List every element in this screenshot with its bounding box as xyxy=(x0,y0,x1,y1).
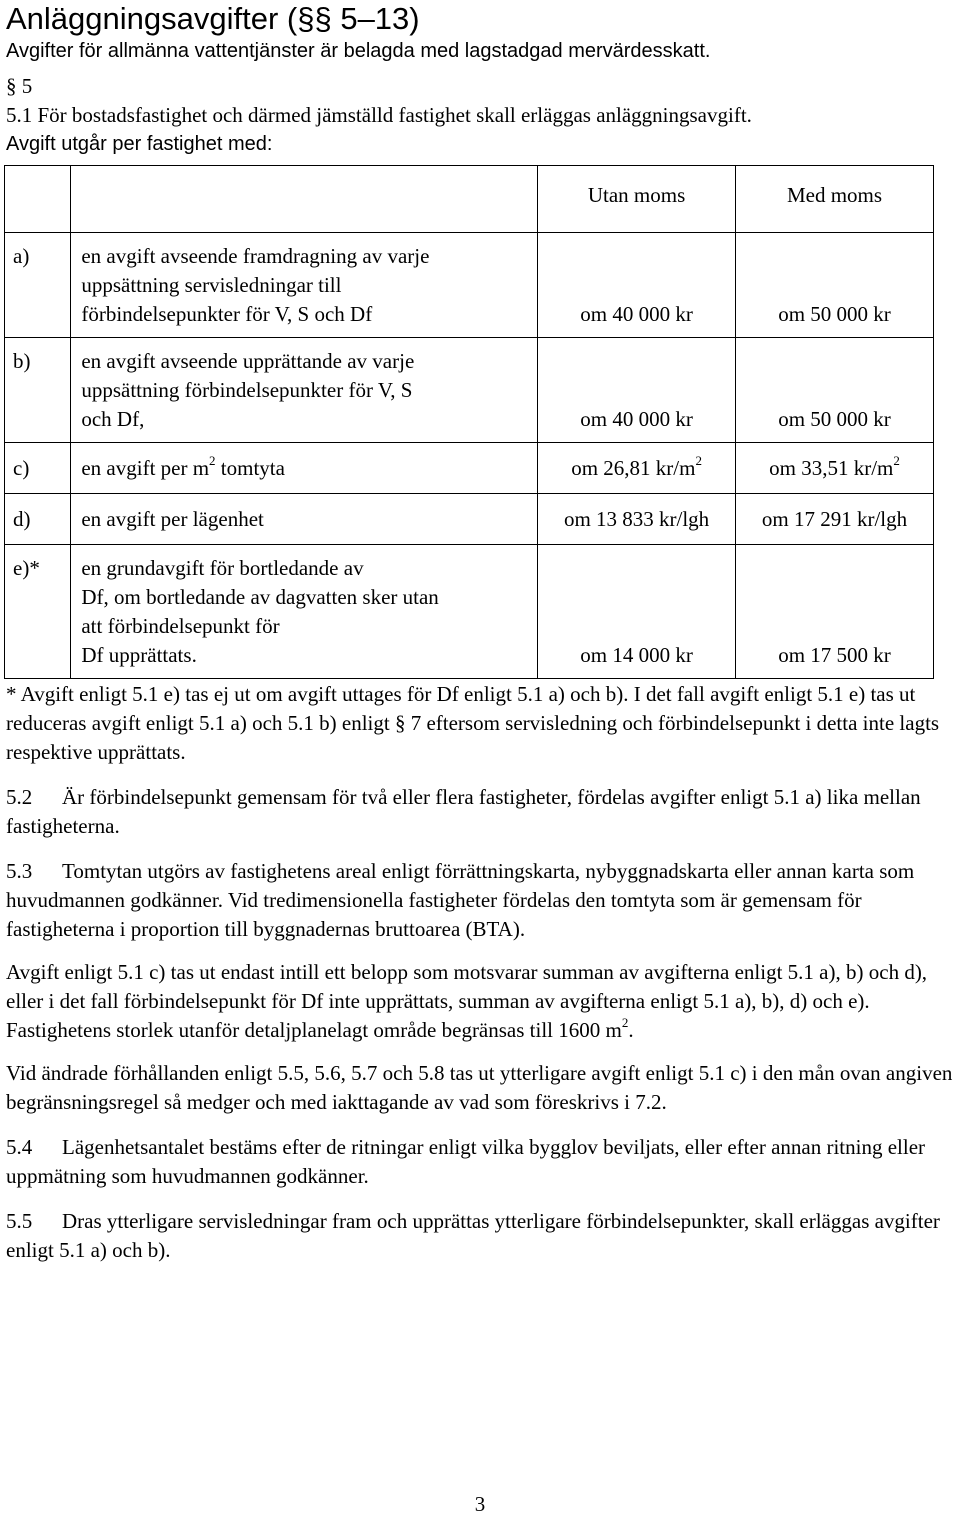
amount-text: om 33,51 kr/m xyxy=(769,455,894,480)
amount-with-vat: om 50 000 kr xyxy=(736,233,934,338)
row-label: a) xyxy=(5,233,71,338)
amount-with-vat: om 17 291 kr/lgh xyxy=(736,494,934,545)
section-number: 5.2 xyxy=(6,785,33,809)
table-row xyxy=(5,233,934,338)
section-text: För bostadsfastighet och därmed jämställd fastighet skall erläggas anläggningsavgift. xyxy=(37,103,752,127)
footnote: * Avgift enligt 5.1 e) tas ej ut om avgift uttages för Df enligt 5.1 a) och b). I det fall avgift enligt 5.1 e) tas ut reduceras avgift enligt 5.1 a) och 5.1 b) enligt § 7 eftersom servisledning och förbindelsepunkt i detta inte lagts respektive upprättats. xyxy=(6,682,940,764)
paragraph-text: . xyxy=(628,1018,634,1042)
section-text: Lägenhetsantalet bestäms efter de ritningar enligt vilka bygglov beviljats, eller efter annan ritning eller uppmätning som huvudmannen godkänner. xyxy=(6,1135,926,1188)
amount-without-vat: om 13 833 kr/lgh xyxy=(538,494,736,545)
desc-line: att förbindelsepunkt för xyxy=(81,614,280,638)
header-empty-cell xyxy=(5,166,71,233)
desc-line: en avgift avseende upprättande av varje xyxy=(81,349,415,373)
desc-line: uppsättning servisledningar till xyxy=(81,273,342,297)
row-description xyxy=(71,443,538,494)
desc-line: Df upprättats. xyxy=(81,643,197,667)
header-without-vat: Utan moms xyxy=(538,166,736,233)
section-number: 5.1 xyxy=(6,103,33,127)
row-label: d) xyxy=(5,494,71,545)
amount-without-vat: om 40 000 kr xyxy=(538,233,736,338)
row-description: en avgift per lägenhet xyxy=(71,494,538,545)
section-5-3 xyxy=(6,857,958,944)
desc-line: Df, om bortledande av dagvatten sker utan xyxy=(81,585,439,609)
intro-text: Avgift utgår per fastighet med: xyxy=(6,133,273,155)
desc-line: en avgift avseende framdragning av varje xyxy=(81,244,430,268)
superscript: 2 xyxy=(893,452,900,468)
header-empty-cell xyxy=(71,166,538,233)
section-5-1 xyxy=(6,101,958,130)
section-5-4 xyxy=(6,1133,958,1191)
row-label: b) xyxy=(5,338,71,443)
page-number: 3 xyxy=(474,1492,486,1516)
section-5-5 xyxy=(6,1207,958,1265)
amount-without-vat: om 14 000 kr xyxy=(538,545,736,679)
document-page xyxy=(6,0,958,1265)
page-title: Anläggningsavgifter (§§ 5–13) xyxy=(6,1,420,36)
desc-text: en avgift per m xyxy=(81,455,210,480)
table-row xyxy=(5,545,934,679)
vat-note: Avgifter för allmänna vattentjänster är belagda med lagstadgad mervärdesskatt. xyxy=(6,40,711,62)
table-row xyxy=(5,443,934,494)
table-row xyxy=(5,494,934,545)
superscript: 2 xyxy=(209,452,216,468)
table-row xyxy=(5,338,934,443)
section-number: 5.5 xyxy=(6,1209,33,1233)
section-text: Tomtytan utgörs av fastighetens areal enligt förrättningskarta, nybyggnadskarta eller annan karta som huvudmannen godkänner. Vid tredimensionella fastigheter fördelas den tomtyta som är gemensam för fastigheterna i proportion till byggnadernas bruttoarea (BTA). xyxy=(6,859,915,941)
row-description xyxy=(71,233,538,338)
row-label: c) xyxy=(5,443,71,494)
section-heading: § 5 xyxy=(6,74,33,98)
section-5-3-paragraph: Vid ändrade förhållanden enligt 5.5, 5.6, 5.7 och 5.8 tas ut ytterligare avgift enligt 5.1 c) i den mån ovan angiven begränsningsregel så medger och med iakttagande av vad som föreskrivs i 7.2. xyxy=(6,1061,953,1114)
section-5-2 xyxy=(6,783,958,841)
amount-with-vat: om 17 500 kr xyxy=(736,545,934,679)
superscript: 2 xyxy=(621,1015,629,1030)
section-number: 5.3 xyxy=(6,859,33,883)
section-text: Är förbindelsepunkt gemensam för två eller flera fastigheter, fördelas avgifter enligt 5.1 a) lika mellan fastigheterna. xyxy=(6,785,921,838)
superscript: 2 xyxy=(695,452,702,468)
desc-line: en grundavgift för bortledande av xyxy=(81,556,364,580)
row-description xyxy=(71,338,538,443)
table-header-row xyxy=(5,166,934,233)
desc-line: förbindelsepunkter för V, S och Df xyxy=(81,302,373,326)
row-label: e)* xyxy=(5,545,71,679)
section-text: Dras ytterligare servisledningar fram och upprättas ytterligare förbindelsepunkter, skall erläggas avgifter enligt 5.1 a) och b). xyxy=(6,1209,940,1262)
amount-with-vat: om 50 000 kr xyxy=(736,338,934,443)
header-with-vat: Med moms xyxy=(736,166,934,233)
fee-table xyxy=(4,165,934,679)
section-5-3-paragraph xyxy=(6,958,958,1045)
amount-with-vat xyxy=(736,443,934,494)
desc-line: uppsättning förbindelsepunkter för V, S xyxy=(81,378,413,402)
desc-line: och Df, xyxy=(81,407,145,431)
row-description xyxy=(71,545,538,679)
amount-without-vat: om 40 000 kr xyxy=(538,338,736,443)
desc-text: tomtyta xyxy=(215,455,285,480)
section-number: 5.4 xyxy=(6,1135,33,1159)
amount-without-vat xyxy=(538,443,736,494)
amount-text: om 26,81 kr/m xyxy=(571,455,696,480)
paragraph-text: Avgift enligt 5.1 c) tas ut endast intill ett belopp som motsvarar summan av avgifterna enligt 5.1 a), b) och d), eller i det fall förbindelsepunkt för Df inte upprättats, summan av avgifterna enligt 5.1 a), b), d) och e). Fastighetens storlek utanför detaljplanelagt område begränsas till 1600 m xyxy=(6,960,928,1042)
